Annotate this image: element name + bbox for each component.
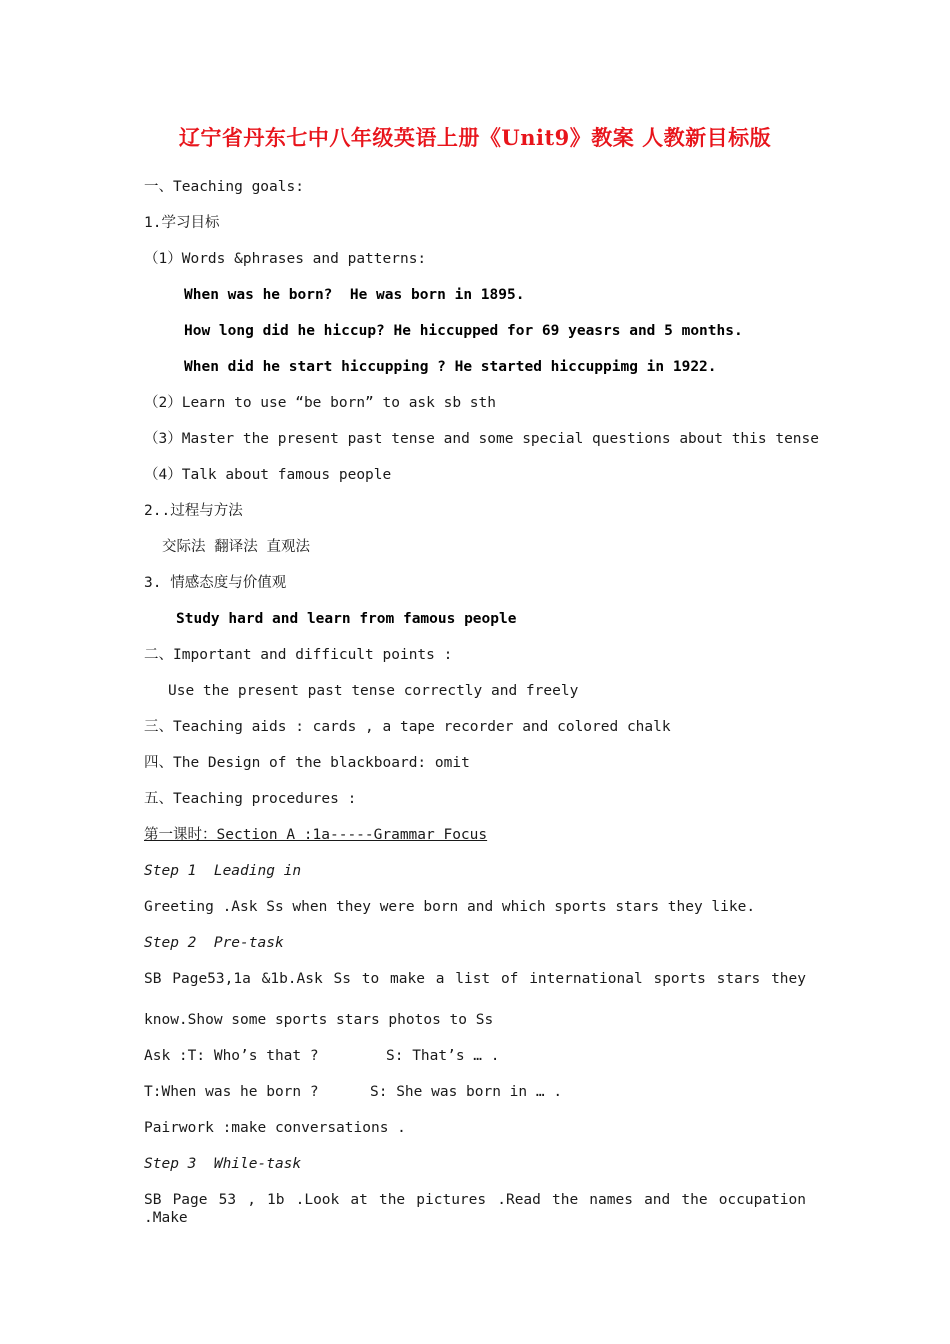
subsection-process-method: 2..过程与方法 — [144, 503, 243, 519]
dialogue-ask-question: Ask :T: Who’s that ? — [144, 1048, 319, 1064]
step-1-heading: Step 1 Leading in — [144, 863, 302, 879]
section-teaching-aids: 三、Teaching aids : cards , a tape recorder and colored chalk — [144, 719, 671, 735]
section-important-points: 二、Important and difficult points : — [144, 647, 453, 663]
important-points-text: Use the present past tense correctly and freely — [168, 683, 579, 699]
step-3-heading: Step 3 While-task — [144, 1156, 302, 1172]
section-teaching-goals: 一、Teaching goals: — [144, 179, 304, 195]
item-learn-to-use: （2）Learn to use “be born” to ask sb sth — [144, 395, 497, 411]
pattern-line-1: When was he born? He was born in 1895. — [184, 287, 525, 303]
item-words-phrases: （1）Words &phrases and patterns: — [144, 251, 427, 267]
step-2-text-line-2: know.Show some sports stars photos to Ss — [144, 1012, 494, 1028]
pattern-line-3: When did he start hiccupping ? He started hiccuppimg in 1922. — [184, 359, 717, 375]
section-teaching-procedures: 五、Teaching procedures : — [144, 791, 357, 807]
item-master-tense: （3）Master the present past tense and some special questions about this tense — [144, 431, 820, 447]
item-talk-famous: （4）Talk about famous people — [144, 467, 392, 483]
step-2-heading: Step 2 Pre-task — [144, 935, 284, 951]
values-text: Study hard and learn from famous people — [176, 611, 517, 627]
step-2-text-line-1: SB Page53,1a &1b.Ask Ss to make a list of international sports stars they — [144, 971, 806, 987]
subsection-values: 3. 情感态度与价值观 — [144, 575, 287, 591]
lesson-one-heading: 第一课时：Section A :1a-----Grammar Focus — [144, 827, 488, 843]
pairwork-text: Pairwork :make conversations . — [144, 1120, 406, 1136]
dialogue-ask-answer: S: That’s … . — [386, 1048, 500, 1064]
dialogue-born-answer: S: She was born in … . — [370, 1084, 563, 1100]
methods-text: 交际法 翻译法 直观法 — [162, 539, 310, 555]
dialogue-born-question: T:When was he born ? — [144, 1084, 319, 1100]
pattern-line-2: How long did he hiccup? He hiccupped for 69 yeasrs and 5 months. — [184, 323, 743, 339]
section-blackboard-design: 四、The Design of the blackboard: omit — [144, 755, 470, 771]
step-1-text: Greeting .Ask Ss when they were born and which sports stars they like. — [144, 899, 756, 915]
step-3-text: SB Page 53 , 1b .Look at the pictures .Read the names and the occupation .Make — [144, 1192, 806, 1226]
subsection-learning-objectives: 1.学习目标 — [144, 215, 220, 231]
document-title: 辽宁省丹东七中八年级英语上册《Unit9》教案 人教新目标版 — [178, 125, 772, 150]
